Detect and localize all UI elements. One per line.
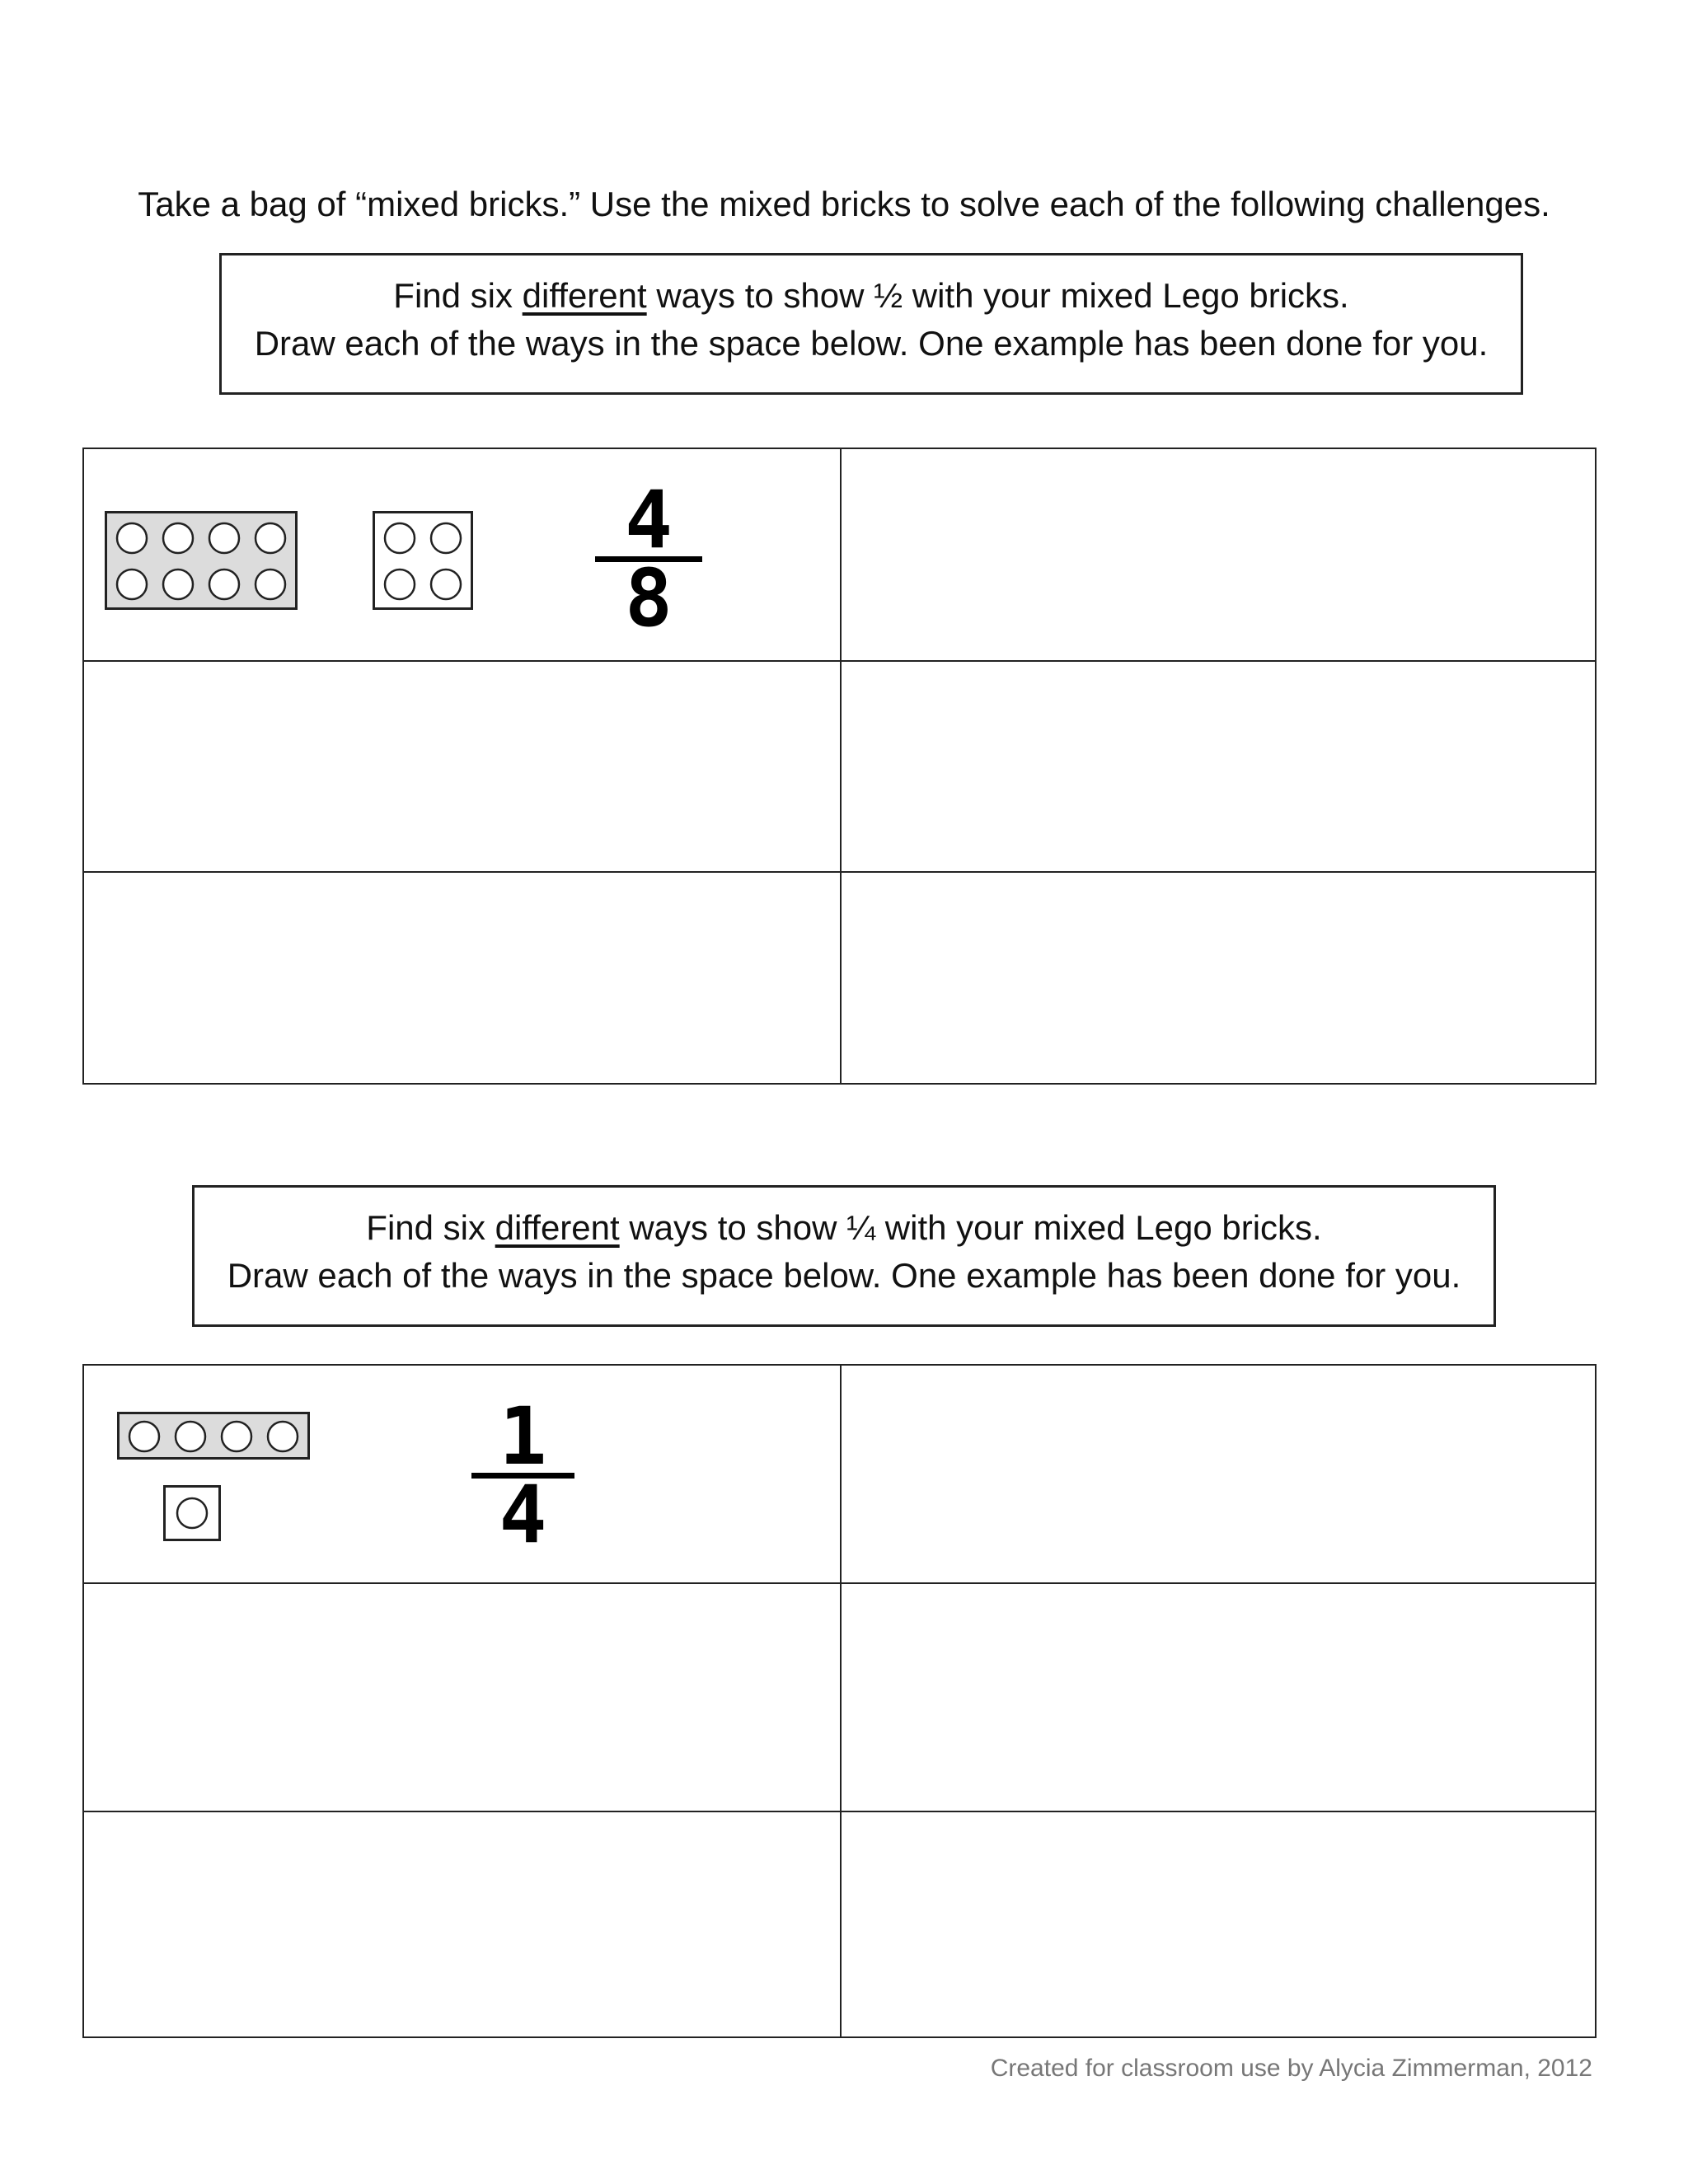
- fraction-numerator: 1: [499, 1390, 547, 1483]
- challenge-half-line1: Find six different ways to show ½ with your mixed Lego bricks.: [393, 276, 1349, 315]
- intro-instructions: Take a bag of “mixed bricks.” Use the mixed bricks to solve each of the following challenges.: [138, 185, 1550, 223]
- example-fraction-four-eighths: [595, 474, 702, 644]
- challenge-half-line2: Draw each of the ways in the space below. One example has been done for you.: [254, 324, 1489, 363]
- fraction-denominator: 4: [499, 1469, 547, 1561]
- example-brick-1x4-shaded: [117, 1412, 310, 1460]
- challenge-half-answer-grid: [82, 448, 1597, 1085]
- example-fraction-one-fourth: [471, 1390, 574, 1561]
- grid-column-divider: [840, 1366, 842, 2036]
- fraction-denominator: 8: [625, 552, 673, 644]
- footer-credit: Created for classroom use by Alycia Zimmerman, 2012: [990, 2055, 1592, 2082]
- challenge-half-prompt: [219, 253, 1523, 395]
- fraction-numerator: 4: [625, 474, 673, 566]
- grid-column-divider: [840, 449, 842, 1083]
- challenge-quarter-line1: Find six different ways to show ¼ with your mixed Lego bricks.: [366, 1208, 1322, 1247]
- example-brick-2x2: [373, 511, 473, 610]
- underlined-word: different: [522, 276, 647, 315]
- challenge-quarter-answer-grid: [82, 1364, 1597, 2038]
- challenge-quarter-prompt: [192, 1185, 1496, 1327]
- example-brick-2x4-shaded: [105, 511, 298, 610]
- example-brick-1x1: [163, 1485, 221, 1541]
- challenge-quarter-line2: Draw each of the ways in the space below. One example has been done for you.: [227, 1256, 1461, 1295]
- underlined-word: different: [495, 1208, 620, 1247]
